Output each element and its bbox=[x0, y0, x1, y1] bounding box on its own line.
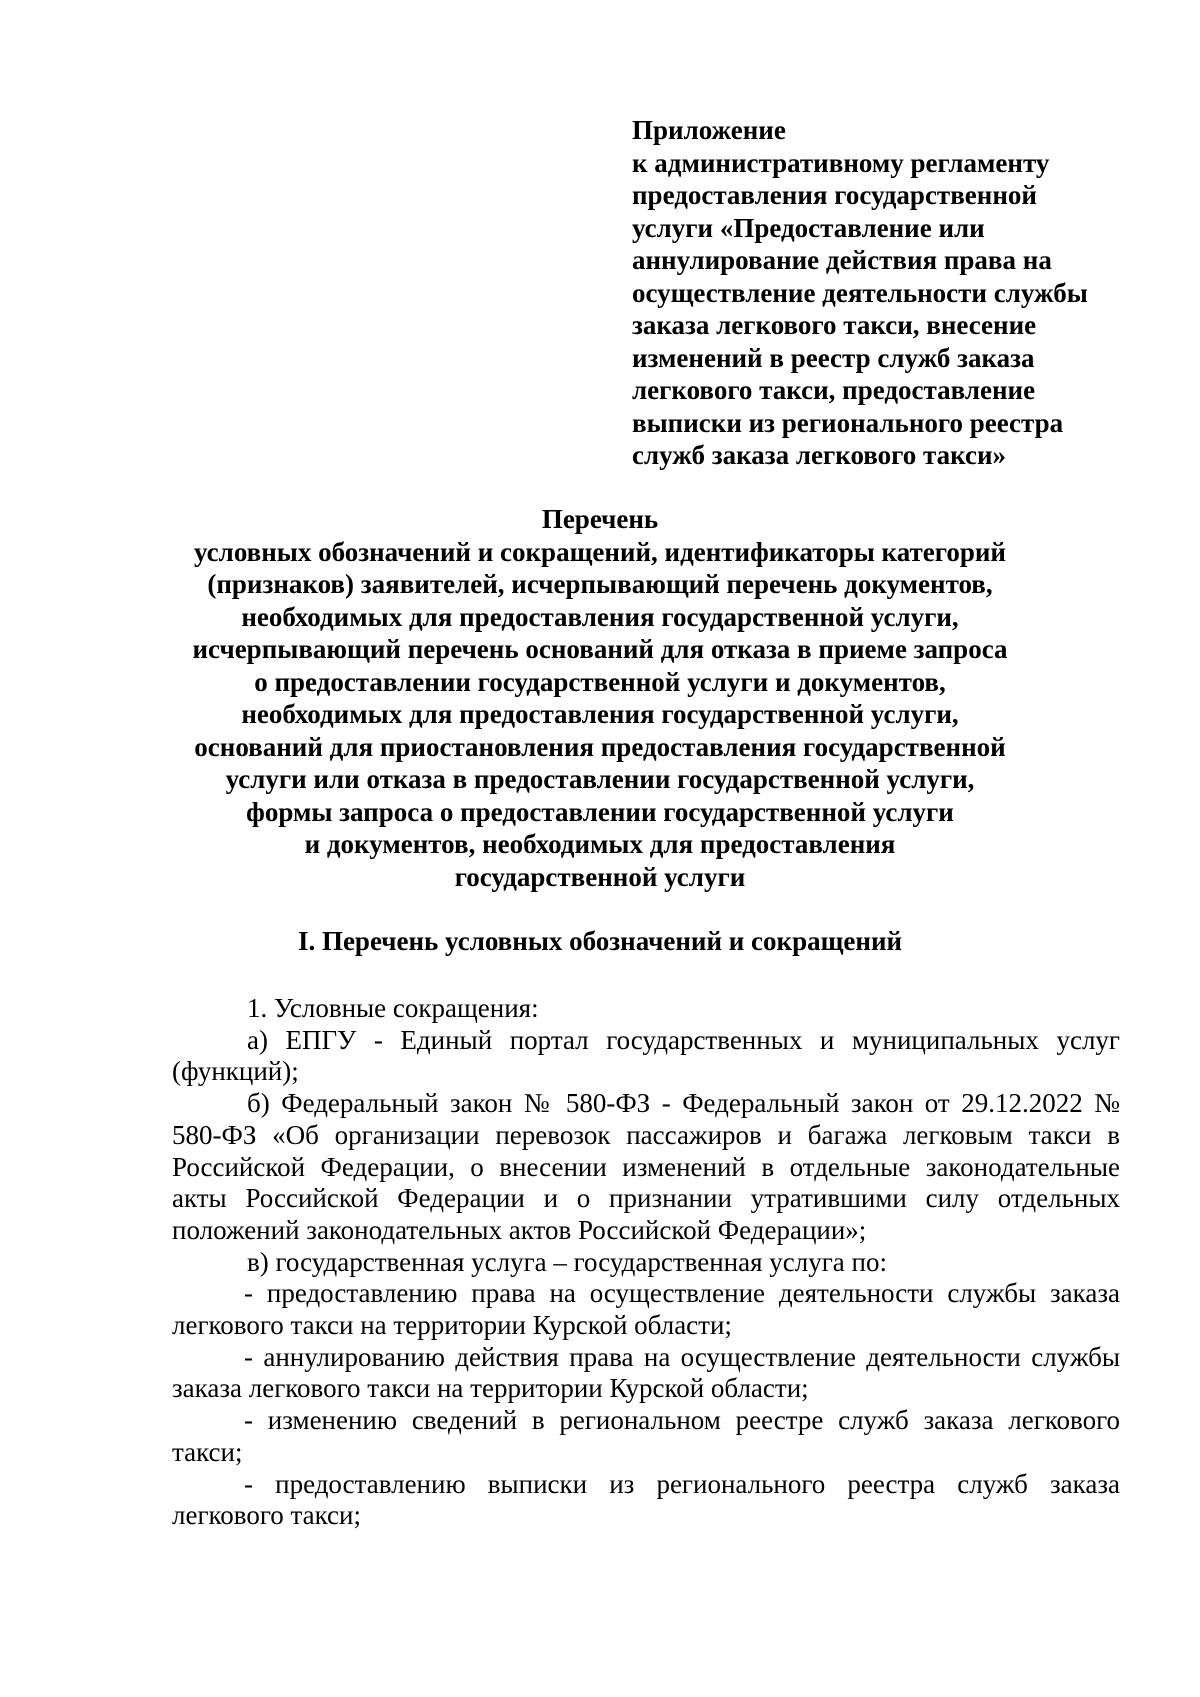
appendix-line: заказа легкового такси, внесение bbox=[632, 310, 1037, 340]
appendix-header bbox=[632, 114, 1152, 472]
appendix-line: аннулирование действия права на bbox=[632, 245, 1052, 275]
paragraph: б) Федеральный закон № 580-ФЗ - Федеральный закон от 29.12.2022 № 580-ФЗ «Об организации перевозок пассажиров и багажа легковым такси в Российской Федерации, о внесении изменений в отдельные законодательные акты Российской Федерации и о признании утратившими силу отдельных положений законодательных актов Российской Федерации»; bbox=[172, 1088, 1120, 1245]
paragraph: 1. Условные сокращения: bbox=[247, 993, 539, 1023]
title-line: необходимых для предоставления государственной услуги, bbox=[241, 601, 959, 632]
list-item: - аннулированию действия права на осуществление деятельности службы заказа легкового такси на территории Курской области; bbox=[172, 1341, 1120, 1404]
appendix-line: легкового такси, предоставление bbox=[632, 375, 1036, 405]
title-line: условных обозначений и сокращений, идентификаторы категорий bbox=[194, 536, 1006, 567]
title-line: о предоставлении государственной услуги и документов, bbox=[254, 666, 946, 697]
title-line: Перечень bbox=[541, 504, 659, 534]
list-item: - предоставлению права на осуществление деятельности службы заказа легкового такси на территории Курской области; bbox=[172, 1278, 1120, 1341]
appendix-line: изменений в реестр служб заказа bbox=[632, 342, 1035, 373]
appendix-line: услуги «Предоставление или bbox=[632, 212, 985, 243]
paragraph: в) государственная услуга – государственная услуга по: bbox=[247, 1246, 887, 1277]
title-line: оснований для приостановления предоставления государственной bbox=[194, 731, 1006, 762]
title-line: формы запроса о предоставлении государственной услуги bbox=[246, 796, 954, 827]
appendix-line: служб заказа легкового такси» bbox=[632, 440, 1007, 470]
title-line: и документов, необходимых для предоставления bbox=[304, 829, 896, 859]
appendix-line: к административному регламенту bbox=[632, 147, 1050, 178]
body-text bbox=[172, 993, 1120, 1532]
appendix-line: осуществление деятельности службы bbox=[632, 277, 1088, 308]
appendix-line: предоставления государственной bbox=[632, 180, 1037, 210]
title-line: исчерпывающий перечень оснований для отказа в приеме запроса bbox=[192, 634, 1008, 664]
appendix-line: выписки из регионального реестра bbox=[632, 407, 1064, 438]
document-title bbox=[150, 503, 1050, 893]
appendix-line: Приложение bbox=[632, 115, 786, 145]
list-item: - изменению сведений в региональном реестре служб заказа легкового такси; bbox=[172, 1405, 1120, 1467]
paragraph: а) ЕПГУ - Единый портал государственных и муниципальных услуг (функций); bbox=[172, 1024, 1120, 1087]
title-line: необходимых для предоставления государственной услуги, bbox=[241, 699, 959, 729]
section-heading: I. Перечень условных обозначений и сокращений bbox=[297, 926, 903, 956]
list-item: - предоставлению выписки из регионального реестра служб заказа легкового такси; bbox=[172, 1468, 1120, 1531]
title-line: услуги или отказа в предоставлении государственной услуги, bbox=[225, 764, 975, 794]
title-line: (признаков) заявителей, исчерпывающий перечень документов, bbox=[207, 569, 993, 599]
title-line: государственной услуги bbox=[454, 861, 746, 892]
